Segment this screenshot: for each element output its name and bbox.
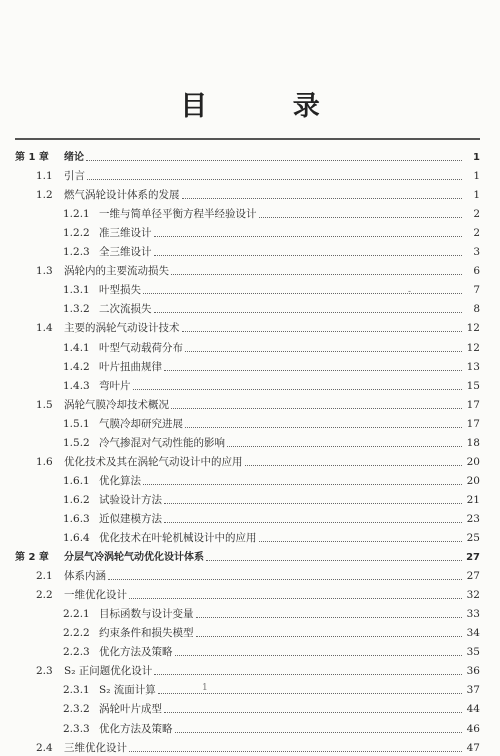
- dot-leader: [175, 731, 463, 733]
- dot-leader: [171, 273, 462, 275]
- toc-title: 约束条件和损失模型: [99, 627, 194, 640]
- toc-subsection-entry[interactable]: [63, 696, 480, 716]
- toc-subsection-entry[interactable]: [63, 220, 480, 240]
- toc-section-entry[interactable]: [36, 582, 480, 602]
- stray-mark: -: [408, 287, 412, 297]
- toc-title: 涡轮内的主要流动损失: [64, 265, 169, 278]
- toc-number: 第 2 章: [15, 552, 49, 564]
- toc-title: S₂ 正问题优化设计: [64, 665, 153, 678]
- toc-title: 三维优化设计: [64, 741, 127, 754]
- toc-title: 近似建模方法: [99, 512, 162, 525]
- toc-title: 主要的涡轮气动设计技术: [64, 322, 180, 335]
- dot-leader: [185, 426, 462, 428]
- toc-section-entry[interactable]: [36, 392, 480, 412]
- toc-number: 1.5: [36, 398, 53, 411]
- toc-number: 第 1 章: [15, 152, 49, 163]
- toc-subsection-entry[interactable]: [63, 373, 480, 393]
- toc-title: 一维与简单径平衡方程半经验设计: [99, 208, 257, 221]
- toc-subsection-entry[interactable]: [63, 506, 480, 526]
- toc-page-number: 23: [466, 512, 480, 525]
- toc-title: 气膜冷却研究进展: [99, 417, 183, 430]
- toc-title: 全三维设计: [99, 246, 152, 259]
- toc-subsection-entry[interactable]: [63, 525, 480, 545]
- toc-subsection-entry[interactable]: [63, 716, 480, 736]
- dot-leader: [143, 292, 462, 294]
- toc-number: 1.2.1: [63, 208, 90, 221]
- toc-number: 1.4.3: [63, 379, 90, 392]
- toc-title: 优化方法及策略: [99, 646, 173, 659]
- toc-number: 2.2: [36, 589, 53, 602]
- toc-page-number: 32: [466, 589, 480, 602]
- toc-page-number: 15: [466, 379, 480, 392]
- toc-title: 叶片扭曲规律: [99, 360, 162, 373]
- toc-page-number: 25: [466, 532, 480, 544]
- dot-leader: [164, 521, 462, 523]
- toc-page-number: 3: [473, 246, 480, 259]
- toc-number: 2.1: [36, 570, 53, 583]
- toc-section-entry[interactable]: [36, 563, 480, 583]
- toc-subsection-entry[interactable]: [63, 335, 480, 355]
- toc-title: S₂ 流面计算: [99, 684, 156, 697]
- toc-section-entry[interactable]: [36, 315, 480, 335]
- dot-leader: [164, 711, 462, 713]
- dot-leader: [227, 445, 462, 447]
- dot-leader: [86, 159, 462, 161]
- toc-page-number: 21: [466, 493, 480, 506]
- toc-number: 1.4: [36, 322, 53, 335]
- toc-number: 1.3.2: [63, 303, 90, 316]
- toc-page-number: 47: [466, 741, 480, 754]
- toc-number: 1.5.1: [63, 417, 90, 430]
- toc-page-number: 34: [466, 627, 480, 640]
- dot-leader: [154, 673, 462, 675]
- toc-subsection-entry[interactable]: [63, 239, 480, 259]
- toc-number: 1.4.2: [63, 360, 90, 373]
- dot-leader: [154, 254, 463, 256]
- toc-title: 优化技术在叶轮机械设计中的应用: [99, 532, 257, 544]
- toc-title: 叶型气动载荷分布: [99, 341, 183, 354]
- toc-title: 二次流损失: [99, 303, 152, 316]
- toc-number: 1.1: [36, 170, 53, 183]
- toc-subsection-entry[interactable]: [63, 468, 480, 488]
- dot-leader: [133, 388, 463, 390]
- toc-subsection-entry[interactable]: [63, 277, 480, 297]
- toc-subsection-entry[interactable]: [63, 430, 480, 450]
- dot-leader: [206, 559, 462, 561]
- toc-page-number: 1: [473, 189, 480, 202]
- toc-page-number: 1: [473, 170, 480, 183]
- toc-number: 1.6.1: [63, 474, 90, 487]
- dot-leader: [87, 178, 462, 180]
- toc-subsection-entry[interactable]: [63, 639, 480, 659]
- dot-leader: [196, 616, 463, 618]
- toc-page-number: 17: [466, 398, 480, 411]
- toc-page-number: 2: [473, 208, 480, 221]
- dot-leader: [164, 502, 462, 504]
- dot-leader: [129, 750, 462, 752]
- toc-number: 2.3: [36, 665, 53, 678]
- toc-section-entry[interactable]: [36, 258, 480, 278]
- toc-page-number: 27: [466, 570, 480, 583]
- toc-chapter-entry[interactable]: [15, 144, 480, 164]
- dot-leader: [245, 464, 463, 466]
- toc-number: 1.6.2: [63, 493, 90, 506]
- dot-leader: [108, 578, 462, 580]
- toc-page-number: 35: [466, 646, 480, 659]
- toc-number: 1.4.1: [63, 341, 90, 354]
- toc-page-number: 7: [473, 284, 480, 297]
- toc-section-entry[interactable]: [36, 163, 480, 183]
- toc-page-number: 6: [473, 265, 480, 278]
- toc-number: 2.2.3: [63, 646, 90, 659]
- toc-title: 一维优化设计: [64, 589, 127, 602]
- toc-subsection-entry[interactable]: [63, 487, 480, 507]
- toc-number: 1.2: [36, 189, 53, 202]
- toc-page-number: 17: [466, 417, 480, 430]
- toc-number: 2.3.2: [63, 703, 90, 716]
- toc-number: 1.6.3: [63, 512, 90, 525]
- toc-number: 2.2.1: [63, 608, 90, 621]
- toc-number: 1.2.2: [63, 227, 90, 240]
- toc-title: 分层气冷涡轮气动优化设计体系: [64, 552, 204, 564]
- toc-title: 体系内涵: [64, 570, 106, 583]
- toc-section-entry[interactable]: [36, 658, 480, 678]
- toc-subsection-entry[interactable]: [63, 354, 480, 374]
- dot-leader: [143, 483, 462, 485]
- toc-number: 2.4: [36, 741, 53, 754]
- toc-title: 准三维设计: [99, 227, 152, 240]
- stray-mark: 1: [202, 683, 208, 693]
- dot-leader: [259, 540, 463, 542]
- toc-title: 涡轮气膜冷却技术概况: [64, 398, 169, 411]
- toc-title: 目标函数与设计变量: [99, 608, 194, 621]
- toc-number: 2.2.2: [63, 627, 90, 640]
- dot-leader: [175, 654, 463, 656]
- dot-leader: [154, 311, 463, 313]
- toc-subsection-entry[interactable]: [63, 620, 480, 640]
- dot-leader: [259, 216, 463, 218]
- toc-chapter-entry[interactable]: [15, 544, 480, 564]
- toc-number: 1.6.4: [63, 532, 90, 544]
- dot-leader: [171, 407, 462, 409]
- dot-leader: [182, 330, 463, 332]
- toc-number: 1.5.2: [63, 436, 90, 449]
- toc-page-number: 37: [466, 684, 480, 697]
- toc-title: 优化技术及其在涡轮气动设计中的应用: [64, 455, 243, 468]
- toc-page-number: 20: [466, 474, 480, 487]
- toc-page-number: 12: [466, 322, 480, 335]
- toc-page-number: 44: [466, 703, 480, 716]
- toc-number: 1.3: [36, 265, 53, 278]
- title-rule: [15, 138, 480, 140]
- toc-number: 1.6: [36, 455, 53, 468]
- toc-subsection-entry[interactable]: [63, 296, 480, 316]
- page-title: 目 录: [180, 91, 358, 122]
- toc-page-number: 2: [473, 227, 480, 240]
- toc-subsection-entry[interactable]: [63, 411, 480, 431]
- dot-leader: [164, 369, 462, 371]
- toc-title: 试验设计方法: [99, 493, 162, 506]
- toc-title: 优化算法: [99, 474, 141, 487]
- toc-number: 2.3.3: [63, 722, 90, 735]
- toc-title: 涡轮叶片成型: [99, 703, 162, 716]
- toc-subsection-entry[interactable]: [63, 201, 480, 221]
- toc-page-number: 20: [466, 455, 480, 468]
- toc-number: 1.3.1: [63, 284, 90, 297]
- toc-page-number: 36: [466, 665, 480, 678]
- toc-page-number: 12: [466, 341, 480, 354]
- toc-subsection-entry[interactable]: [63, 677, 480, 697]
- toc-subsection-entry[interactable]: [63, 601, 480, 621]
- toc-title: 优化方法及策略: [99, 722, 173, 735]
- dot-leader: [185, 350, 462, 352]
- dot-leader: [129, 597, 462, 599]
- toc-title: 叶型损失: [99, 284, 141, 297]
- toc-title: 引言: [64, 170, 85, 183]
- toc-page-number: 46: [466, 722, 480, 735]
- dot-leader: [154, 235, 463, 237]
- toc-title: 燃气涡轮设计体系的发展: [64, 189, 180, 202]
- toc-section-entry[interactable]: [36, 735, 480, 755]
- toc-section-entry[interactable]: [36, 449, 480, 469]
- dot-leader: [196, 635, 463, 637]
- toc-section-entry[interactable]: [36, 182, 480, 202]
- toc-title: 弯叶片: [99, 379, 131, 392]
- toc-title: 冷气掺混对气动性能的影响: [99, 436, 225, 449]
- toc-page-number: 27: [466, 552, 480, 564]
- toc-page-number: 33: [466, 608, 480, 621]
- toc-number: 1.2.3: [63, 246, 90, 259]
- toc-page-number: 13: [466, 360, 480, 373]
- toc-page-number: 18: [466, 436, 480, 449]
- toc-page-number: 1: [473, 152, 480, 163]
- toc-number: 2.3.1: [63, 684, 90, 697]
- dot-leader: [182, 197, 463, 199]
- toc-page-number: 8: [473, 303, 480, 316]
- toc-title: 绪论: [64, 152, 84, 163]
